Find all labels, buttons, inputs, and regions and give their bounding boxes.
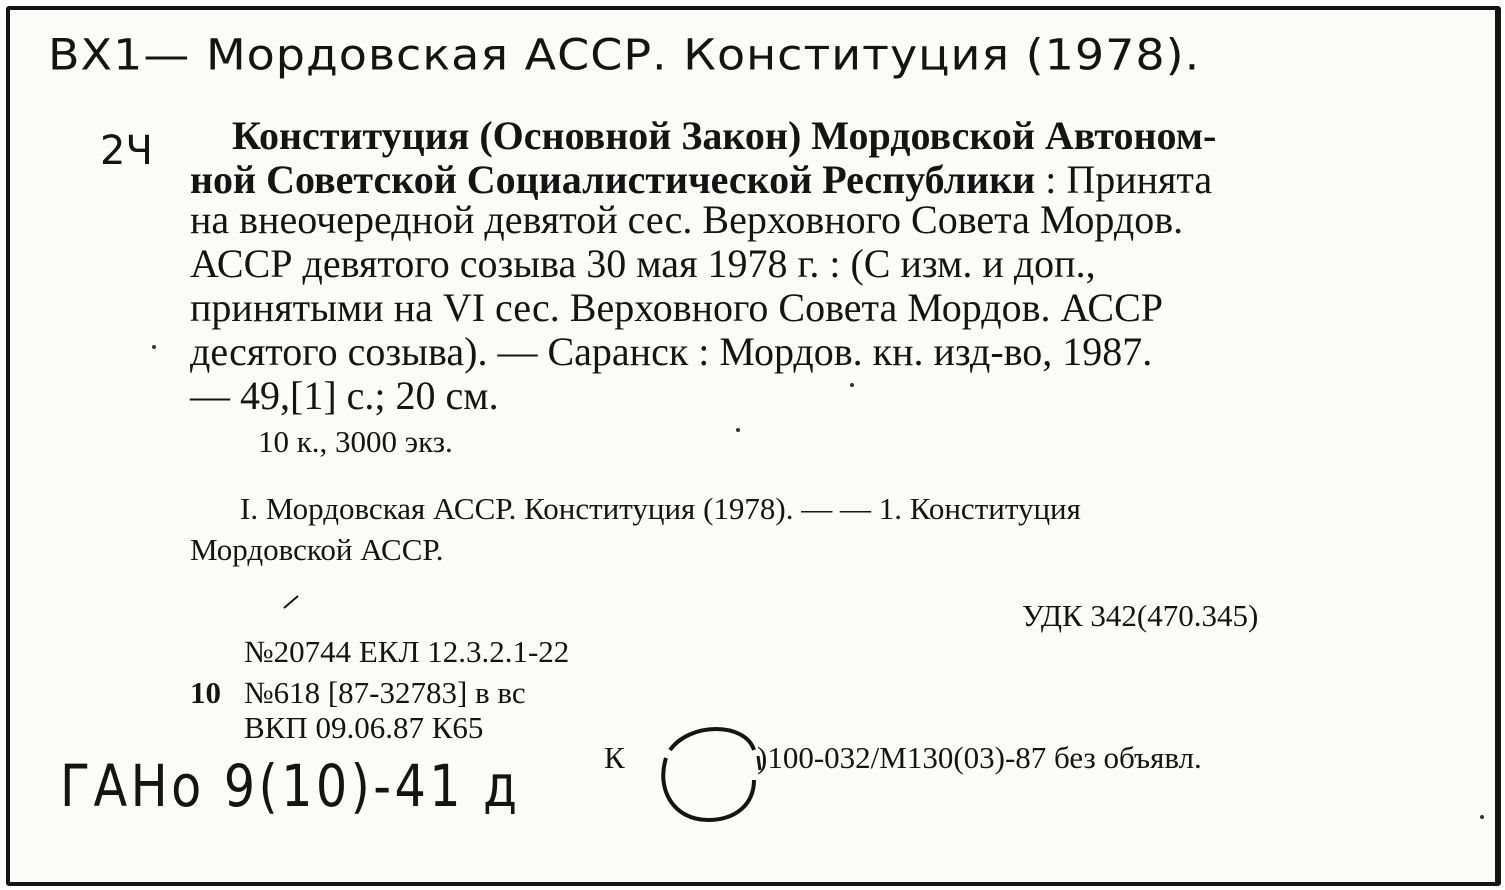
pencil-tick-mark xyxy=(282,592,302,612)
price-print-run: 10 к., 3000 экз. xyxy=(258,424,453,459)
body-line-3: принятыми на VI сес. Верховного Совета Мордов. АССР xyxy=(190,285,1164,330)
catalog-code: )100-032/М130(03)-87 без объявл. xyxy=(757,740,1202,775)
title-line-1: Конституция (Основной Закон) Мордовской Автоном- xyxy=(232,113,1217,158)
speck xyxy=(736,428,740,432)
body-line-4: десятого созыва). — Саранск : Мордов. кн. изд-во, 1987. xyxy=(190,329,1153,374)
speck xyxy=(850,383,854,387)
speck xyxy=(1480,815,1484,819)
hole-punch-circle xyxy=(650,720,768,830)
subject-heading-line-1: I. Мордовская АССР. Конституция (1978). — — 1. Конституция xyxy=(240,491,1081,526)
accession-line-2: №618 [87-32783] в вс xyxy=(244,675,526,710)
accession-line-3: ВКП 09.06.87 К65 xyxy=(244,710,484,745)
catalog-prefix: К xyxy=(604,740,625,775)
handwritten-mark: 2Ч xyxy=(100,128,153,174)
handwritten-heading: ВХ1— Мордовская АССР. Конституция (1978). xyxy=(48,30,1201,80)
subject-heading-line-2: Мордовской АССР. xyxy=(190,532,444,567)
body-line-5: — 49,[1] с.; 20 см. xyxy=(190,373,499,418)
speck xyxy=(152,345,156,349)
accession-line-1: №20744 ЕКЛ 12.3.2.1-22 xyxy=(244,634,570,669)
title-line-2-tail: : Принята xyxy=(1045,157,1213,202)
handwritten-call-number: ГАНо 9(10)-41 д xyxy=(60,752,521,820)
body-line-2: АССР девятого созыва 30 мая 1978 г. : (С изм. и доп., xyxy=(190,241,1096,286)
card-edge xyxy=(1495,10,1499,882)
body-line-1: на внеочередной девятой сес. Верховного Совета Мордов. xyxy=(190,197,1184,242)
udk-code: УДК 342(470.345) xyxy=(1022,598,1259,633)
accession-number: 10 xyxy=(190,675,221,710)
title-line-2-bold: ной Советской Социалистической Республики xyxy=(190,157,1036,202)
